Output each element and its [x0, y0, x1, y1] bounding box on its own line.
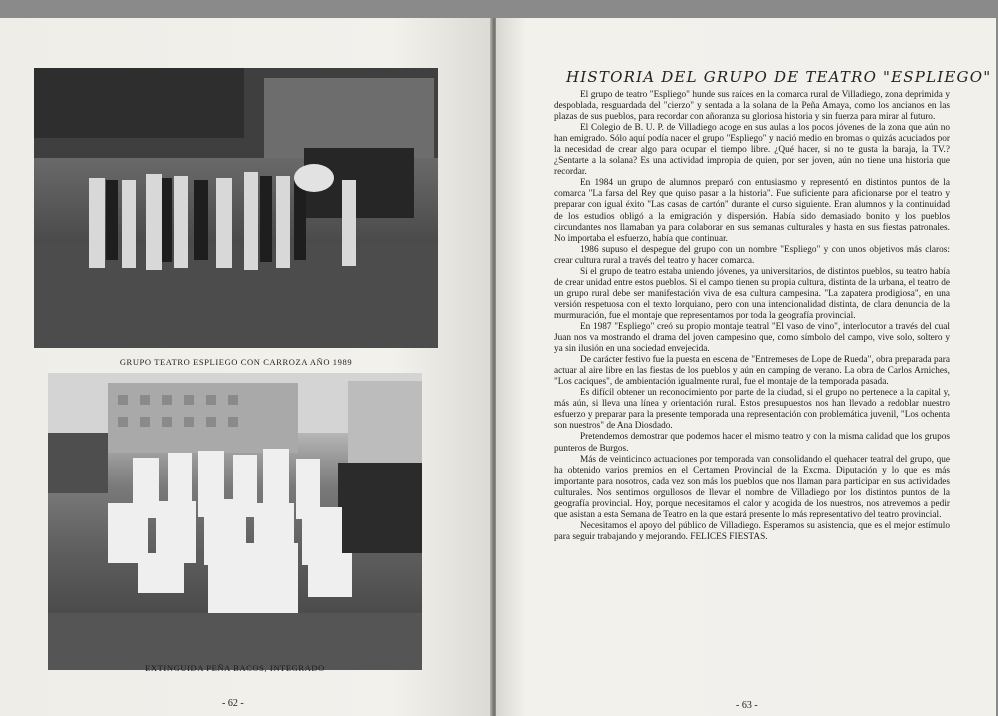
paragraph: En 1987 "Espliego" creó su propio montaje teatral "El vaso de vino", interlocutor a través del cual Juan nos va mostrando el drama del joven campesino que, como símbolo del campo, vive solo, soltero y ya sin ilusión en una sociedad envejecida.: [554, 321, 950, 355]
paragraph: El grupo de teatro "Espliego" hunde sus raíces en la comarca rural de Villadiego, zona deprimida y despoblada, resguardada del "cierzo" y sentada a la solana de la Peña Amaya, como los ancianos en las plazas de sus pueblos, para recordar con añoranza su gloriosa historia y sin fuerza para mirar al futuro.: [554, 90, 950, 123]
left-page: [0, 18, 492, 716]
paragraph: Necesitamos el apoyo del público de Villadiego. Esperamos su asistencia, que es el mejor estímulo para seguir trabajando y mejorando. FELICES FIESTAS.: [554, 520, 950, 542]
photo-caption: GRUPO TEATRO ESPLIEGO CON CARROZA AÑO 1989: [119, 357, 353, 367]
photo-parade-float: [34, 68, 438, 348]
article-body: [554, 90, 950, 543]
paragraph: Pretendemos demostrar que podemos hacer el mismo teatro y con la misma calidad que los grupos punteros de Burgos.: [554, 432, 950, 454]
paragraph: Más de veinticinco actuaciones por temporada van consolidando el quehacer teatral del grupo, que ha obtenido varios premios en el Certamen Provincial de la Excma. Diputación y lo que es más importante para nosotros, cada vez son más los pueblos que nos llaman para participar en sus actividades culturales. Nos sentimos orgullosos de llevar el nombre de Villadiego por los distintos puntos de la geografía provincial. Hoy, porque necesitamos el calor y acogida de los nuestros, nos atrevemos a pedir que asistan a esta Semana de Teatro en la que estará presente lo más representativo del teatro provincial.: [554, 454, 950, 520]
page-number: - 62 -: [222, 698, 244, 709]
article-title: HISTORIA DEL GRUPO DE TEATRO "ESPLIEGO": [566, 68, 992, 86]
paragraph: En 1984 un grupo de alumnos preparó con entusiasmo y representó en distintos puntos de la comarca "La farsa del Rey que quiso pasar a la historia". Fue suficiente para aficionarse por el teatro y preparar con igual éxito "Las casas de cartón" durante el curso siguiente. Eran alumnos y la continuidad de los estudios obligó a la emigración y dispersión. Había sido demasiado bonito y los pueblos circundantes nos llamaban ya para colaborar en sus semanas culturales y hasta en sus fiestas patronales. No importaba el esfuerzo, había que continuar.: [554, 178, 950, 244]
paragraph: El Colegio de B. U. P. de Villadiego acoge en sus aulas a los pocos jóvenes de la zona que aún no han emigrado. Sólo aquí podía nacer el grupo "Espliego" y nació medio en bromas o quizás acuciados por la necesidad de crear algo para ocupar el tiempo libre. ¿Qué hacer, si no te gusta la baraja, la TV.? ¿Sentarte a la solana? Es una actividad impropia de quien, por ser joven, aún no tiene una historia que recordar.: [554, 123, 950, 178]
paragraph: De carácter festivo fue la puesta en escena de "Entremeses de Lope de Rueda", obra preparada para actuar al aire libre en las fiestas de los pueblos y aún en camping de verano. La obra de Carlos Arniches, "Los caciques", de ambientación igualmente rural, fue el montaje de la temporada pasada.: [554, 355, 950, 388]
paragraph: Si el grupo de teatro estaba uniendo jóvenes, ya universitarios, de distintos pueblos, su teatro había de crear unidad entre estos pueblos. Si el campo tienen su propia cultura, distinta de la urbana, el teatro de un grupo rural debe ser manifestación viva de esa cultura campesina. "La zapatera prodigiosa", en una versión respetuosa con el texto lorquiano, pero con una intencionalidad distinta, de clara denuncia de la murmuración, fue el montaje que representamos por toda la geografía provincial.: [554, 266, 950, 321]
paragraph: 1986 supuso el despegue del grupo con un nombre "Espliego" y con unos objetivos más claros: crear cultura rural a través del teatro y hacer comarca.: [554, 244, 950, 266]
right-page: [496, 18, 996, 716]
page-number: - 63 -: [736, 700, 758, 711]
photo-caption: EXTINGUIDA PEÑA BACOS, INTEGRADO: [145, 663, 325, 673]
paragraph: Es difícil obtener un reconocimiento por parte de la ciudad, si el grupo no pertenece a la capital y, más aún, si lleva una línea y orientación rural. Estos presupuestos nos han llevado a redoblar nuestro esfuerzo y preparar para la presente temporada una representación con problemática juvenil, "Los ochenta son nuestros" de Ana Diosdado.: [554, 388, 950, 432]
photo-pena-bacos: [48, 373, 422, 670]
